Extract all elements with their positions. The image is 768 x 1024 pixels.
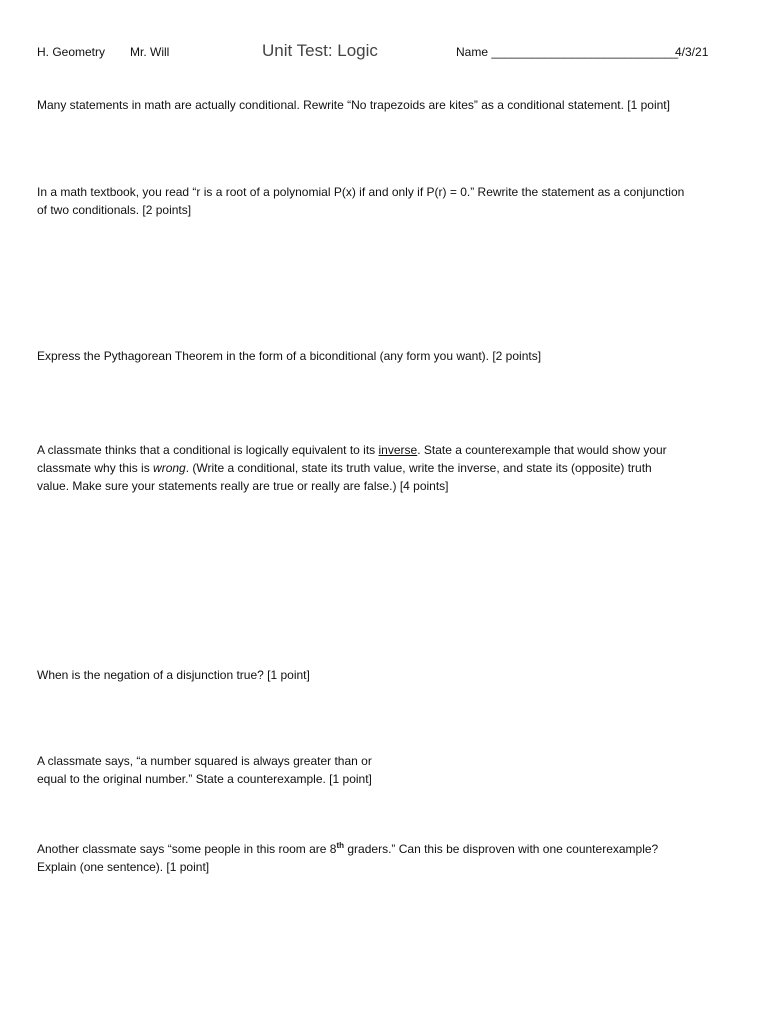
question-7 [37, 840, 737, 876]
course-label: H. Geometry [37, 45, 106, 59]
question-4-part-3: classmate why this is [37, 461, 154, 475]
question-5-text: When is the negation of a disjunction true? [1 point] [37, 668, 310, 682]
question-7-part-2: graders.” Can this be disproven with one counterexample? [344, 842, 659, 856]
question-4-part-2: . State a counterexample that would show your [417, 443, 667, 457]
test-title: Unit Test: Logic [262, 41, 378, 60]
question-4-line-3: value. Make sure your statements really are true or really are false.) [4 points] [37, 479, 449, 493]
question-7-line-1 [37, 840, 737, 858]
test-date: 4/3/21 [675, 45, 709, 59]
question-4 [37, 441, 737, 495]
question-2-line-2: of two conditionals. [2 points] [37, 203, 192, 217]
question-4-line-1 [37, 441, 737, 459]
question-1-text: Many statements in math are actually conditional. Rewrite “No trapezoids are kites” as a conditional statement. [1 point] [37, 98, 670, 112]
question-7-line-2: Explain (one sentence). [1 point] [37, 860, 210, 874]
question-2-line-1: In a math textbook, you read “r is a root of a polynomial P(x) if and only if P(r) = 0.” Rewrite the statement as a conjunction [37, 185, 685, 199]
question-6-line-1: A classmate says, “a number squared is always greater than or [37, 754, 372, 768]
question-4-line-2 [37, 459, 737, 477]
question-6-line-2: equal to the original number.” State a counterexample. [1 point] [37, 772, 372, 786]
name-field[interactable]: Name ____________________________ [456, 45, 679, 59]
question-7-part-1: Another classmate says “some people in this room are 8 [37, 842, 337, 856]
teacher-label: Mr. Will [130, 45, 170, 59]
inverse-underlined: inverse [378, 443, 418, 457]
question-3-text: Express the Pythagorean Theorem in the form of a biconditional (any form you want). [2 points] [37, 349, 542, 363]
question-2 [37, 183, 737, 219]
wrong-italic: wrong [153, 461, 186, 475]
question-4-part-1: A classmate thinks that a conditional is logically equivalent to its [37, 443, 379, 457]
question-3 [37, 347, 737, 365]
question-1 [37, 96, 737, 114]
question-6 [37, 752, 737, 788]
question-5 [37, 666, 737, 684]
ordinal-superscript: th [336, 841, 345, 850]
question-4-part-4: . (Write a conditional, state its truth value, write the inverse, and state its (opposite) truth [185, 461, 652, 475]
